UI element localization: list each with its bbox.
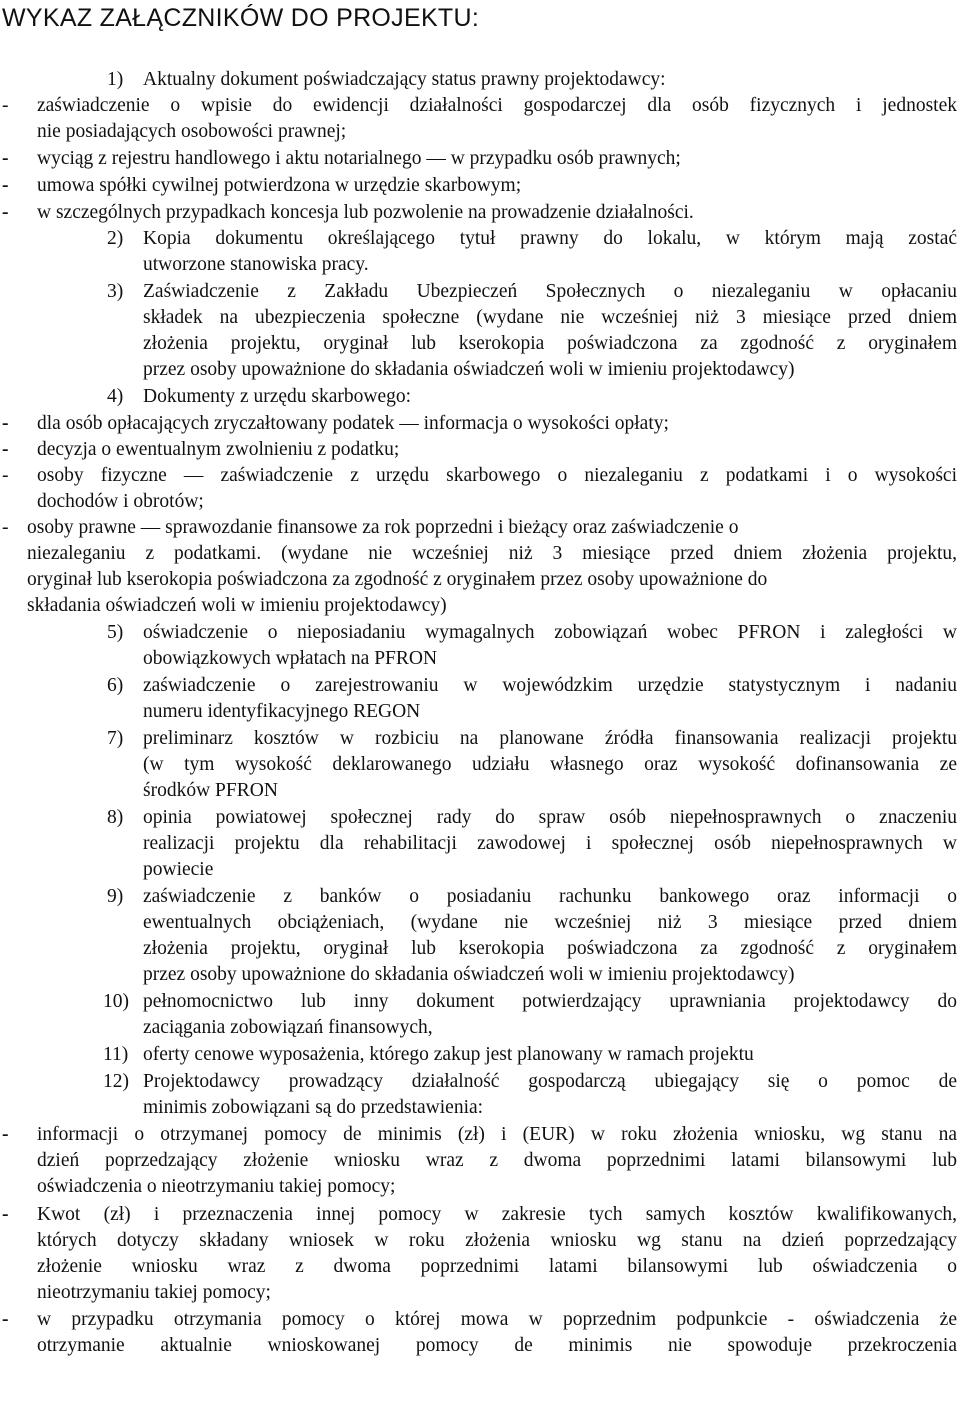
item-text: Kopia dokumentu określającego tytuł prawny do lokalu, w którym mają zostać [143, 228, 957, 249]
bullet-text: osoby fizyczne — zaświadczenie z urzędu skarbowego o niezaleganiu z podatkami i o wysokości [37, 465, 957, 486]
bullet-text: w przypadku otrzymania pomocy o której mowa w poprzednim podpunkcie - oświadczenia że [37, 1309, 957, 1330]
item-number: 7) [107, 728, 124, 749]
bullet-text: nie posiadających osobowości prawnej; [37, 121, 347, 142]
bullet-text: osoby prawne — sprawozdanie finansowe za rok poprzedni i bieżący oraz zaświadczenie o [27, 517, 739, 538]
item-number: 2) [107, 228, 124, 249]
item-text: numeru identyfikacyjnego REGON [143, 701, 421, 722]
bullet-dash: - [2, 148, 9, 169]
item-text: Projektodawcy prowadzący działalność gospodarczą ubiegający się o pomoc de [143, 1071, 957, 1092]
bullet-dash: - [2, 175, 9, 196]
item-text: Zaświadczenie z Zakładu Ubezpieczeń Społecznych o niezaleganiu w opłacaniu [143, 281, 957, 302]
bullet-dash: - [2, 1204, 9, 1225]
item-text: realizacji projektu dla rehabilitacji zawodowej i społecznej osób niepełnosprawnych w [143, 833, 957, 854]
item-text: oferty cenowe wyposażenia, którego zakup jest planowany w ramach projektu [143, 1044, 754, 1065]
bullet-text: Kwot (zł) i przeznaczenia innej pomocy w zakresie tych samych kosztów kwalifikowanych, [37, 1204, 957, 1225]
bullet-text: dla osób opłacających zryczałtowany podatek — informacja o wysokości opłaty; [37, 413, 669, 434]
bullet-text: decyzja o ewentualnym zwolnieniu z podatku; [37, 439, 400, 460]
item-text: środków PFRON [143, 780, 278, 801]
bullet-text: złożenie wniosku wraz z dwoma poprzednimi latami bilansowymi lub oświadczenia o [37, 1256, 957, 1277]
bullet-text: informacji o otrzymanej pomocy de minimis (zł) i (EUR) w roku złożenia wniosku, wg stanu na [37, 1124, 957, 1145]
bullet-text: których dotyczy składany wniosek w roku złożenia wniosku wg stanu na dzień poprzedzający [37, 1230, 957, 1251]
bullet-dash: - [2, 439, 9, 460]
item-text: pełnomocnictwo lub inny dokument potwierdzający uprawniania projektodawcy do [143, 991, 957, 1012]
bullet-dash: - [2, 413, 9, 434]
item-number: 6) [107, 675, 124, 696]
item-text: oświadczenie o nieposiadaniu wymagalnych zobowiązań wobec PFRON i zaległości w [143, 622, 957, 643]
item-text: opinia powiatowej społecznej rady do spraw osób niepełnosprawnych o znaczeniu [143, 807, 957, 828]
item-text: preliminarz kosztów w rozbiciu na planowane źródła finansowania realizacji projektu [143, 728, 957, 749]
bullet-text: niezaleganiu z podatkami. (wydane nie wcześniej niż 3 miesiące przed dniem złożenia projektu, [27, 543, 957, 564]
item-text: Dokumenty z urzędu skarbowego: [143, 386, 412, 407]
item-number: 1) [107, 69, 124, 90]
item-text: zaciągania zobowiązań finansowych, [143, 1017, 433, 1038]
item-number: 12) [103, 1071, 129, 1092]
bullet-text: dzień poprzedzający złożenie wniosku wraz z dwoma poprzednimi latami bilansowymi lub [37, 1150, 957, 1171]
item-text: złożenia projektu, oryginał lub kserokopia poświadczona za zgodność z oryginałem [143, 938, 957, 959]
bullet-text: oświadczenia o nieotrzymaniu takiej pomocy; [37, 1176, 396, 1197]
item-text: Aktualny dokument poświadczający status prawny projektodawcy: [143, 69, 666, 90]
bullet-text: składania oświadczeń woli w imieniu projektodawcy) [27, 595, 447, 616]
bullet-dash: - [2, 202, 9, 223]
bullet-dash: - [2, 95, 9, 116]
item-text: składek na ubezpieczenia społeczne (wydane nie wcześniej niż 3 miesiące przed dniem [143, 307, 957, 328]
item-number: 4) [107, 386, 124, 407]
item-text: przez osoby upoważnione do składania oświadczeń woli w imieniu projektodawcy) [143, 964, 795, 985]
bullet-text: dochodów i obrotów; [37, 491, 204, 512]
item-text: (w tym wysokość deklarowanego udziału własnego oraz wysokość dofinansowania ze [143, 754, 957, 775]
bullet-text: wyciąg z rejestru handlowego i aktu notarialnego — w przypadku osób prawnych; [37, 148, 681, 169]
item-number: 3) [107, 281, 124, 302]
item-number: 10) [103, 991, 129, 1012]
bullet-dash: - [2, 1309, 9, 1330]
item-text: zaświadczenie z banków o posiadaniu rachunku bankowego oraz informacji o [143, 886, 957, 907]
bullet-text: zaświadczenie o wpisie do ewidencji działalności gospodarczej dla osób fizycznych i jednostek [37, 95, 957, 116]
item-text: przez osoby upoważnione do składania oświadczeń woli w imieniu projektodawcy) [143, 359, 795, 380]
bullet-text: nieotrzymaniu takiej pomocy; [37, 1282, 271, 1303]
bullet-dash: - [2, 1124, 9, 1145]
item-number: 9) [107, 886, 124, 907]
bullet-dash: - [2, 517, 9, 538]
bullet-text: umowa spółki cywilnej potwierdzona w urzędzie skarbowym; [37, 175, 522, 196]
item-text: obowiązkowych wpłatach na PFRON [143, 648, 438, 669]
item-text: minimis zobowiązani są do przedstawienia: [143, 1097, 484, 1118]
item-text: zaświadczenie o zarejestrowaniu w wojewódzkim urzędzie statystycznym i nadaniu [143, 675, 957, 696]
item-text: powiecie [143, 859, 214, 880]
bullet-text: otrzymanie aktualnie wnioskowanej pomocy de minimis nie spowoduje przekroczenia [37, 1335, 957, 1356]
item-number: 5) [107, 622, 124, 643]
document-title: WYKAZ ZAŁĄCZNIKÓW DO PROJEKTU: [2, 4, 480, 32]
item-text: ewentualnych obciążeniach, (wydane nie wcześniej niż 3 miesiące przed dniem [143, 912, 957, 933]
item-number: 11) [103, 1044, 129, 1065]
item-text: złożenia projektu, oryginał lub kserokopia poświadczona za zgodność z oryginałem [143, 333, 957, 354]
bullet-text: oryginał lub kserokopia poświadczona za zgodność z oryginałem przez osoby upoważnione do [27, 569, 768, 590]
bullet-dash: - [2, 465, 9, 486]
bullet-text: w szczególnych przypadkach koncesja lub pozwolenie na prowadzenie działalności. [37, 202, 694, 223]
item-text: utworzone stanowiska pracy. [143, 254, 369, 275]
item-number: 8) [107, 807, 124, 828]
